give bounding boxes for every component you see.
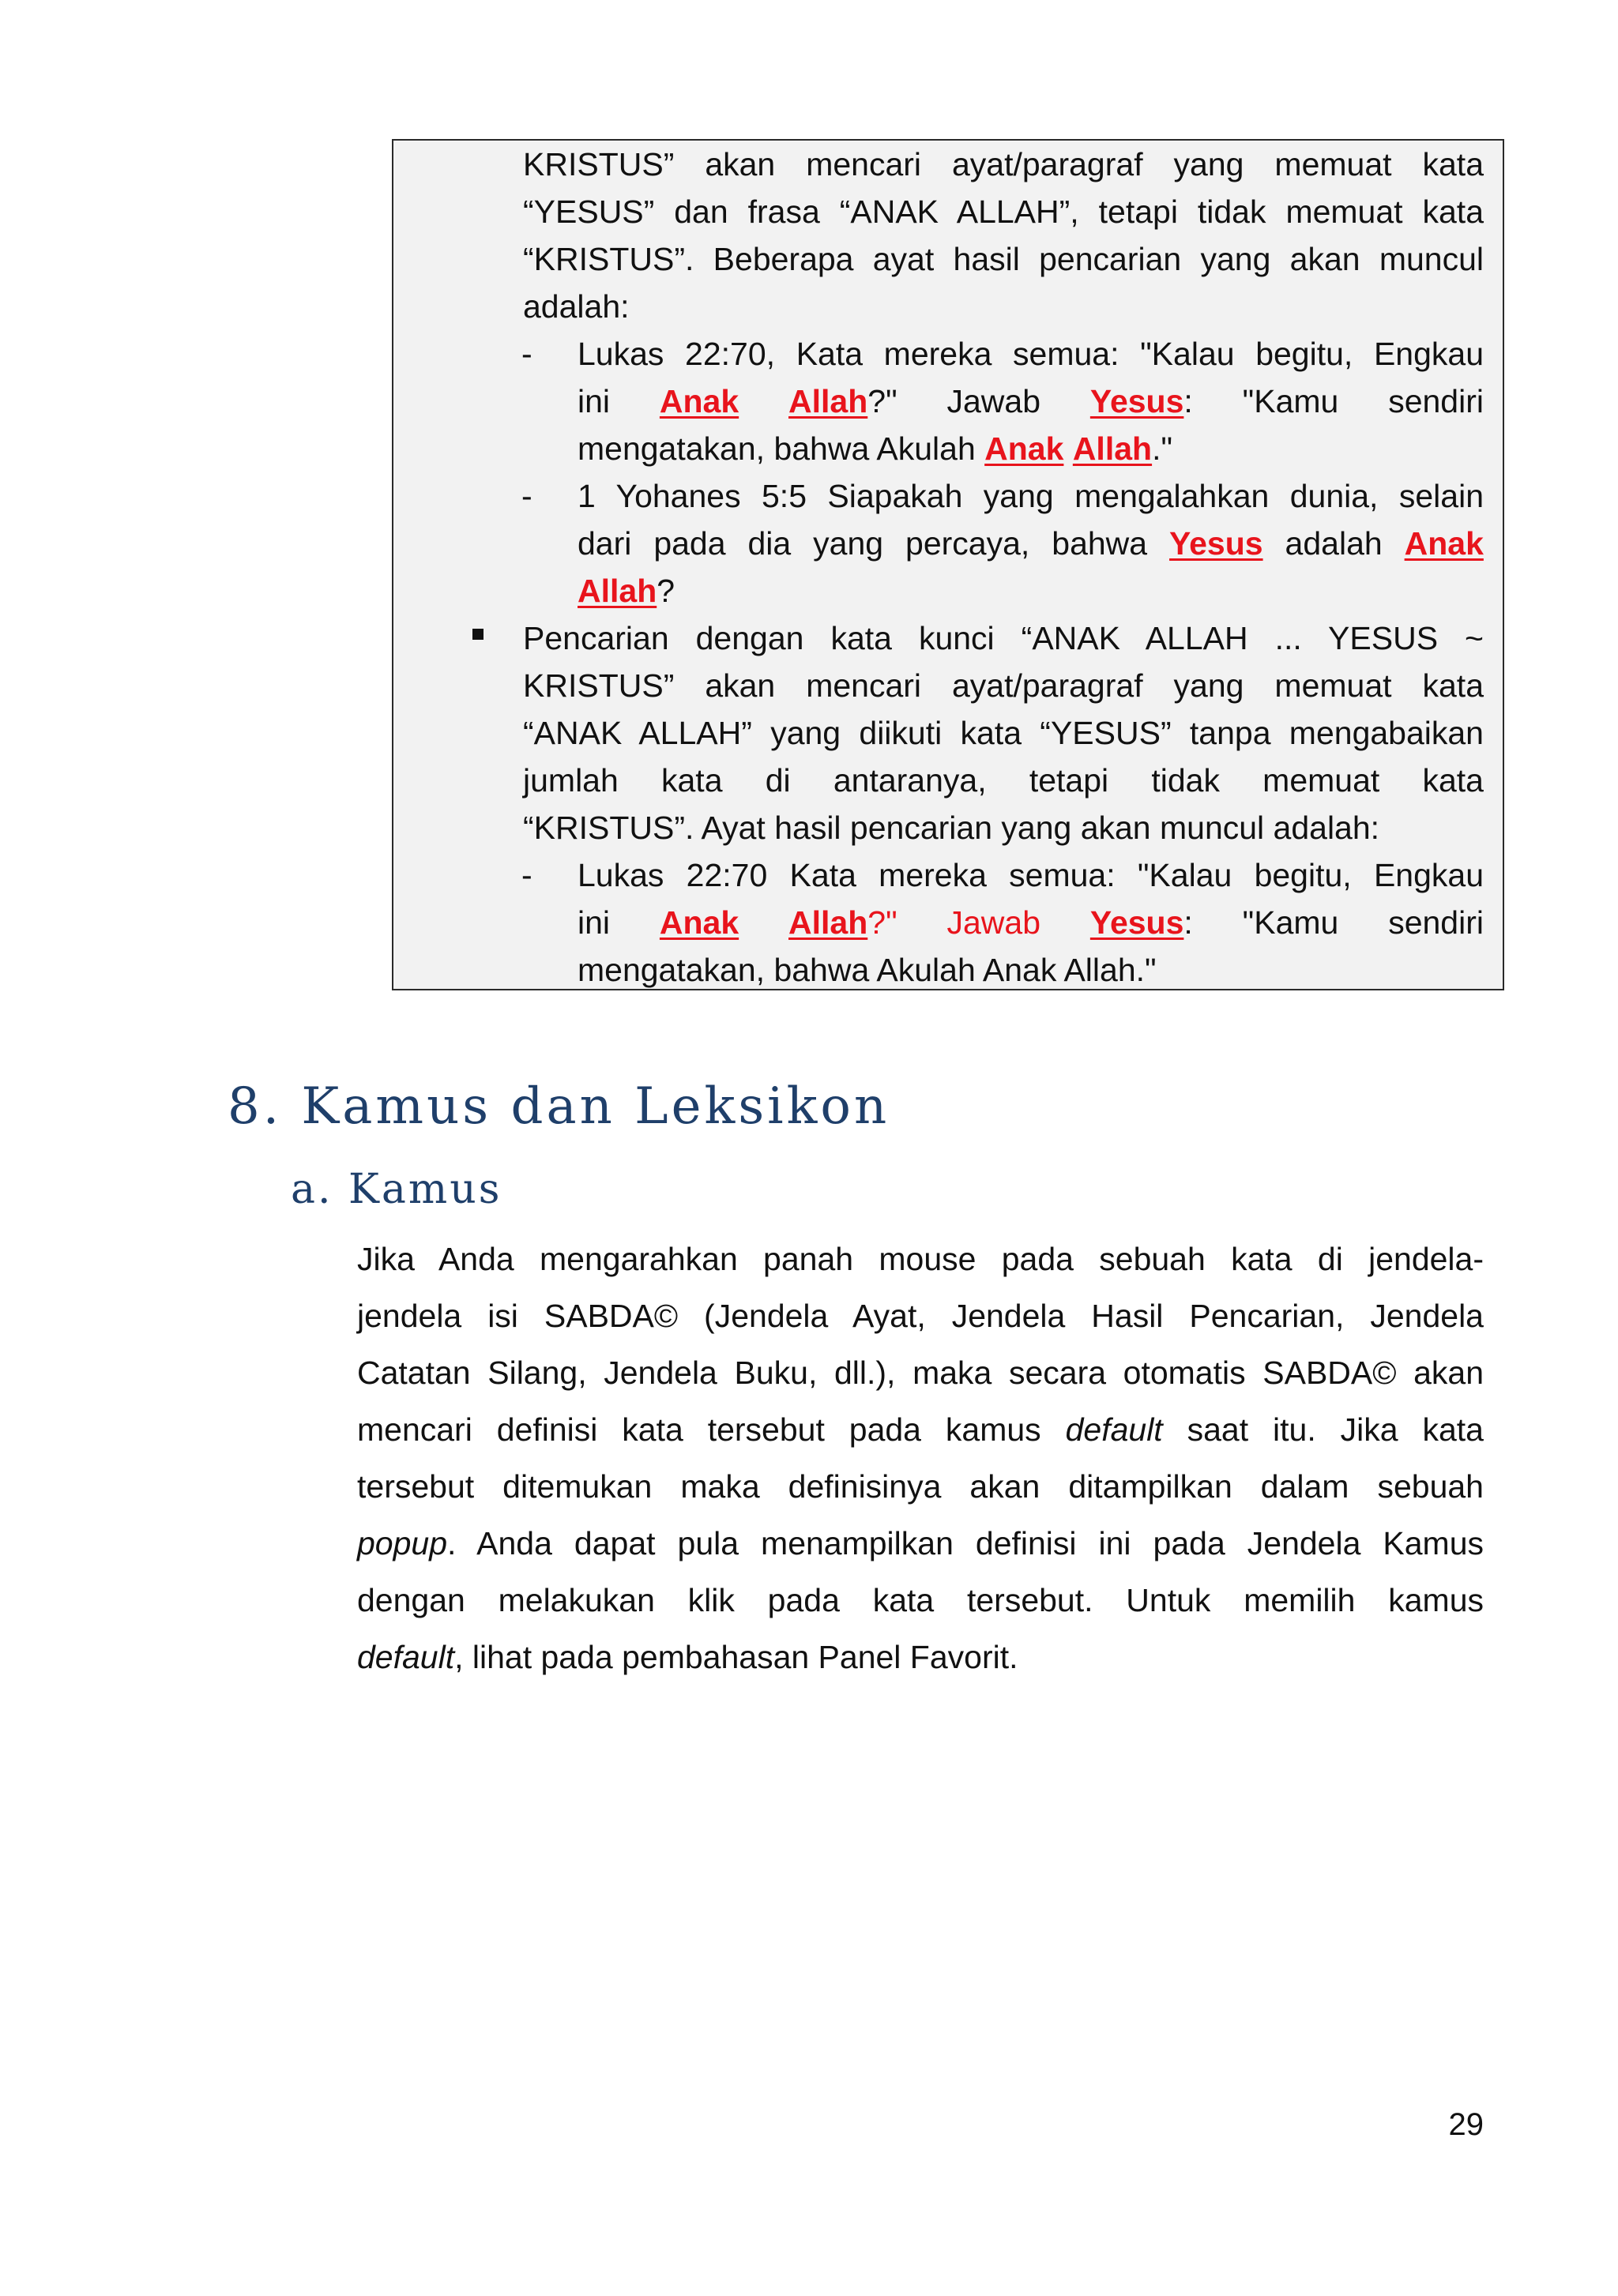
section-heading: 8. Kamus dan Leksikon	[228, 1077, 890, 1136]
subsection-heading: a. Kamus	[291, 1166, 502, 1213]
box-line-11: Pencarian dengan kata kunci “ANAK ALLAH ... YESUS ~	[523, 620, 1484, 656]
highlight-yesus: Yesus	[1089, 383, 1184, 419]
highlight-yesus: Yesus	[1169, 525, 1263, 562]
box-line-5: Lukas 22:70, Kata mereka semua: "Kalau begitu, Engkau	[578, 336, 1484, 372]
italic-term: default	[1065, 1411, 1163, 1448]
box-line-18: mengatakan, bahwa Akulah Anak Allah."	[578, 952, 1157, 988]
paragraph-line-3: Catatan Silang, Jendela Buku, dll.), maka secara otomatis SABDA© akan	[357, 1355, 1484, 1391]
box-line-14: jumlah kata di antaranya, tetapi tidak memuat kata	[523, 762, 1484, 799]
highlight-anak: Anak	[984, 430, 1064, 467]
box-line-3: “KRISTUS”. Beberapa ayat hasil pencarian yang akan muncul	[523, 241, 1484, 277]
box-line-15: “KRISTUS”. Ayat hasil pencarian yang akan muncul adalah:	[523, 810, 1380, 846]
list-dash: -	[521, 857, 532, 893]
italic-term: popup	[357, 1525, 448, 1561]
square-bullet-icon	[472, 629, 484, 640]
list-dash: -	[521, 336, 532, 372]
paragraph-line-5: tersebut ditemukan maka definisinya akan ditampilkan dalam sebuah	[357, 1468, 1484, 1505]
list-dash: -	[521, 478, 532, 514]
paragraph-line-8: default, lihat pada pembahasan Panel Favorit.	[357, 1639, 1018, 1675]
box-line-12: KRISTUS” akan mencari ayat/paragraf yang memuat kata	[523, 667, 1484, 704]
box-line-6: ini Anak Allah?" Jawab Yesus: "Kamu sendiri	[578, 383, 1484, 419]
paragraph-line-1: Jika Anda mengarahkan panah mouse pada sebuah kata di jendela-	[357, 1241, 1484, 1277]
box-line-8: 1 Yohanes 5:5 Siapakah yang mengalahkan dunia, selain	[578, 478, 1484, 514]
highlight-allah: Allah	[788, 904, 868, 941]
box-line-10: Allah?	[578, 573, 675, 609]
page-number: 29	[1448, 2107, 1484, 2142]
box-line-7: mengatakan, bahwa Akulah Anak Allah."	[578, 430, 1173, 467]
paragraph-line-2: jendela isi SABDA© (Jendela Ayat, Jendela Hasil Pencarian, Jendela	[357, 1298, 1484, 1334]
paragraph-line-4: mencari definisi kata tersebut pada kamus default saat itu. Jika kata	[357, 1411, 1484, 1448]
highlight-anak: Anak	[1404, 525, 1484, 562]
highlight-allah: Allah	[1072, 430, 1153, 467]
paragraph-line-7: dengan melakukan klik pada kata tersebut. Untuk memilih kamus	[357, 1582, 1484, 1618]
box-line-4: adalah:	[523, 288, 630, 325]
box-line-1: KRISTUS” akan mencari ayat/paragraf yang memuat kata	[523, 146, 1484, 182]
box-line-17: ini Anak Allah?" Jawab Yesus: "Kamu sendiri	[578, 904, 1484, 941]
box-line-16: Lukas 22:70 Kata mereka semua: "Kalau begitu, Engkau	[578, 857, 1484, 893]
box-line-13: “ANAK ALLAH” yang diikuti kata “YESUS” tanpa mengabaikan	[523, 715, 1484, 751]
highlight-anak: Anak	[659, 383, 739, 419]
paragraph-line-6: popup. Anda dapat pula menampilkan definisi ini pada Jendela Kamus	[357, 1525, 1484, 1561]
box-line-2: “YESUS” dan frasa “ANAK ALLAH”, tetapi tidak memuat kata	[523, 194, 1484, 230]
highlight-anak: Anak	[659, 904, 739, 941]
highlight-allah: Allah	[788, 383, 868, 419]
italic-term: default	[357, 1639, 455, 1675]
box-line-9: dari pada dia yang percaya, bahwa Yesus adalah Anak	[578, 525, 1484, 562]
highlight-allah: Allah	[578, 573, 657, 609]
highlight-yesus: Yesus	[1089, 904, 1184, 941]
